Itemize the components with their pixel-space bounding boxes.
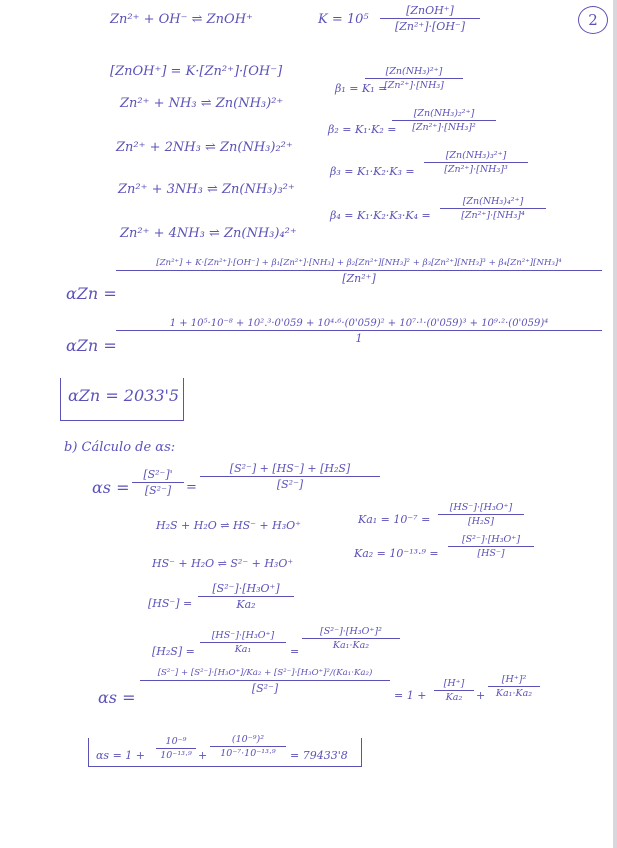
- beta4-label: β₄ = K₁·K₂·K₃·K₄ =: [330, 209, 431, 222]
- alpha-s-frac1-num: [S²⁻]': [132, 468, 184, 483]
- alpha-s-frac2: [200, 462, 380, 491]
- alpha-zn-label: αZn =: [66, 284, 117, 303]
- ka1-num: [HS⁻]·[H₃O⁺]: [438, 502, 524, 515]
- page-edge: [613, 0, 617, 848]
- k-fraction: [380, 4, 480, 33]
- alpha-s-frac2-num: [S²⁻] + [HS⁻] + [H₂S]: [200, 462, 380, 477]
- k-label: K = 10⁵: [318, 12, 369, 27]
- h2s-num-2: [S²⁻]·[H₃O⁺]²: [302, 626, 400, 639]
- alpha-s-frac1: [132, 468, 184, 497]
- equation-zn-oh: Zn²⁺ + OH⁻ ⇌ ZnOH⁺: [110, 12, 253, 27]
- equation-h2s: H₂S + H₂O ⇌ HS⁻ + H₃O⁺: [156, 519, 301, 532]
- ka1-den: [H₂S]: [467, 516, 494, 527]
- page-number: 2: [578, 6, 608, 34]
- beta2-label: β₂ = K₁·K₂ =: [328, 123, 397, 136]
- h2s-num-1: [HS⁻]·[H₃O⁺]: [200, 630, 286, 643]
- alpha-s-final-term2-num: (10⁻⁹)²: [210, 734, 286, 747]
- h2s-den-2: Ka₁·Ka₂: [332, 640, 370, 651]
- as-label: αs =: [98, 688, 136, 707]
- h2s-fraction-2: [302, 626, 400, 651]
- ka2-den: [HS⁻]: [477, 548, 505, 559]
- hs-num: [S²⁻]·[H₃O⁺]: [198, 582, 294, 597]
- alpha-zn-numeric-fraction: [116, 318, 602, 345]
- alpha-s-final-term2: [210, 734, 286, 759]
- ka2-num: [S²⁻]·[H₃O⁺]: [448, 534, 534, 547]
- as-den: [S²⁻]: [251, 682, 279, 695]
- beta1-label: β₁ = K₁ =: [335, 82, 388, 95]
- beta1-den: [Zn²⁺]·[NH₃]: [384, 80, 444, 91]
- alpha-s-final-term1: [156, 736, 196, 761]
- as-term2-num: [H⁺]²: [488, 674, 540, 687]
- beta2-den: [Zn²⁺]·[NH₃]²: [412, 122, 476, 133]
- ka2-label: Ka₂ = 10⁻¹³·⁹ =: [354, 547, 439, 560]
- alpha-s-final-label: αs = 1 +: [96, 749, 145, 762]
- alpha-zn-label-2: αZn =: [66, 336, 117, 355]
- alpha-zn-num: [Zn²⁺] + K·[Zn²⁺]·[OH⁻] + β₁[Zn²⁺]·[NH₃] + β₂[Zn²⁺][NH₃]² + β₃[Zn²⁺][NH₃]³ + β₄[Zn²⁺][NH₃]⁴: [116, 258, 602, 271]
- k-fraction-den: [Zn²⁺]·[OH⁻]: [394, 20, 466, 33]
- equals-sign-1: =: [186, 480, 197, 495]
- as-eq2: = 1 +: [394, 689, 427, 702]
- alpha-zn-fraction: [116, 258, 602, 285]
- alpha-s-final-term1-den: 10⁻¹³·⁹: [160, 750, 192, 761]
- alpha-s-final-term1-num: 10⁻⁹: [156, 736, 196, 749]
- as-term2: [488, 674, 540, 699]
- ka2-fraction: [448, 534, 534, 559]
- alpha-zn-den: [Zn²⁺]: [342, 272, 376, 285]
- as-plus: +: [476, 689, 486, 702]
- hs-label: [HS⁻] =: [148, 597, 193, 610]
- k-fraction-num: [ZnOH⁺]: [380, 4, 480, 19]
- ka1-fraction: [438, 502, 524, 527]
- alpha-zn-numeric-den: 1: [355, 332, 363, 345]
- alpha-s-label: αs =: [92, 478, 130, 497]
- beta4-num: [Zn(NH₃)₄²⁺]: [440, 196, 546, 209]
- beta2-num: [Zn(NH₃)₂²⁺]: [392, 108, 496, 121]
- beta3-fraction: [424, 150, 528, 175]
- alpha-zn-result: αZn = 2033'5: [68, 386, 180, 405]
- equation-beta2: Zn²⁺ + 2NH₃ ⇌ Zn(NH₃)₂²⁺: [116, 140, 293, 155]
- equation-hs: HS⁻ + H₂O ⇌ S²⁻ + H₃O⁺: [152, 557, 294, 570]
- h2s-fraction-1: [200, 630, 286, 655]
- h2s-den-1: Ka₁: [234, 644, 252, 655]
- hs-fraction: [198, 582, 294, 611]
- alpha-s-frac2-den: [S²⁻]: [276, 478, 304, 491]
- hs-den: Ka₂: [236, 598, 256, 611]
- beta2-fraction: [392, 108, 496, 133]
- beta4-den: [Zn²⁺]·[NH₃]⁴: [461, 210, 525, 221]
- alpha-s-final-term2-den: 10⁻⁷·10⁻¹³·⁹: [220, 748, 276, 759]
- beta3-den: [Zn²⁺]·[NH₃]³: [444, 164, 508, 175]
- h2s-label: [H₂S] =: [152, 645, 195, 658]
- beta1-fraction: [365, 66, 463, 91]
- beta1-num: [Zn(NH₃)²⁺]: [365, 66, 463, 79]
- alpha-s-final-result: = 79433'8: [290, 749, 348, 762]
- znoh-expression: [ZnOH⁺] = K·[Zn²⁺]·[OH⁻]: [110, 64, 283, 79]
- alpha-zn-numeric-num: 1 + 10⁵·10⁻⁸ + 10².³·0'059 + 10⁴·⁶·(0'059)² + 10⁷·¹·(0'059)³ + 10⁹·²·(0'059)⁴: [116, 318, 602, 331]
- as-term2-den: Ka₁·Ka₂: [495, 688, 533, 699]
- beta4-fraction: [440, 196, 546, 221]
- as-term1-num: [H⁺]: [434, 678, 474, 691]
- equation-beta3: Zn²⁺ + 3NH₃ ⇌ Zn(NH₃)₃²⁺: [118, 182, 295, 197]
- as-fraction: [140, 668, 390, 695]
- as-term1-den: Ka₂: [445, 692, 463, 703]
- ka1-label: Ka₁ = 10⁻⁷ =: [358, 513, 431, 526]
- beta3-num: [Zn(NH₃)₃²⁺]: [424, 150, 528, 163]
- equation-beta1: Zn²⁺ + NH₃ ⇌ Zn(NH₃)²⁺: [120, 96, 284, 111]
- equals-sign-2: =: [290, 645, 300, 658]
- as-term1: [434, 678, 474, 703]
- as-num: [S²⁻] + [S²⁻]·[H₃O⁺]/Ka₂ + [S²⁻]·[H₃O⁺]²/(Ka₁·Ka₂): [140, 668, 390, 681]
- equation-beta4: Zn²⁺ + 4NH₃ ⇌ Zn(NH₃)₄²⁺: [120, 226, 297, 241]
- beta3-label: β₃ = K₁·K₂·K₃ =: [330, 165, 415, 178]
- alpha-s-frac1-den: [S²⁻]: [144, 484, 172, 497]
- alpha-s-final-plus: +: [198, 749, 208, 762]
- part-b-heading: b) Cálculo de αs:: [64, 440, 176, 455]
